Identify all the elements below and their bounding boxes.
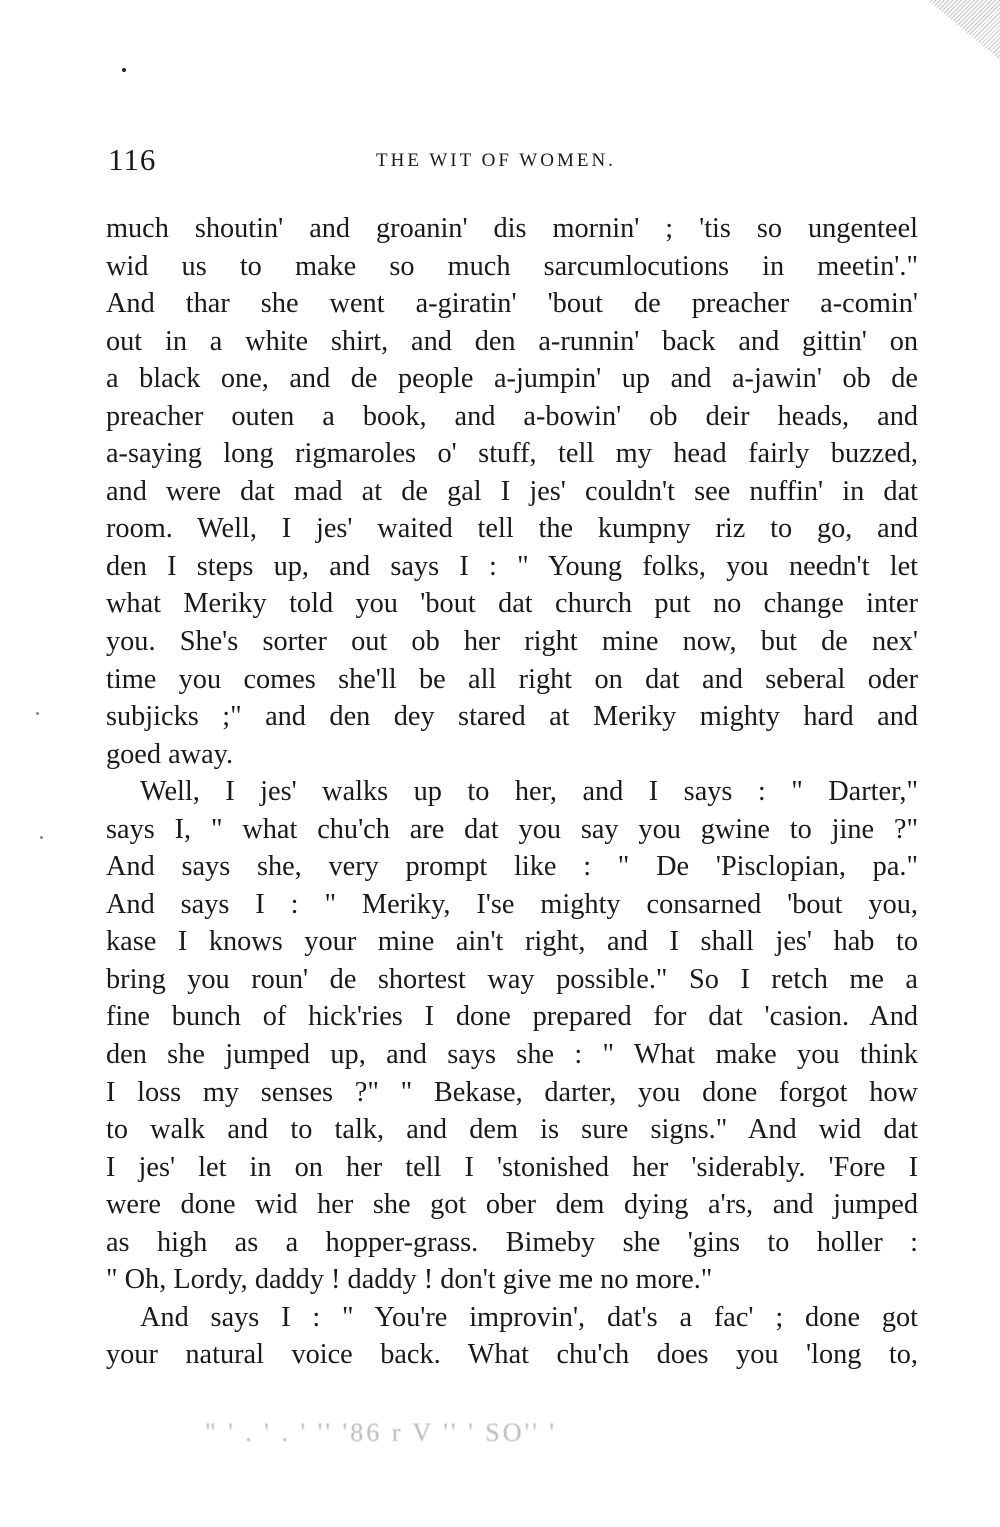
text-line: I jes' let in on her tell I 'stonished her 'siderably. 'Fore I	[106, 1151, 918, 1183]
text-line: were done wid her she got ober dem dying a'rs, and jumped	[106, 1189, 918, 1221]
paragraph-end-line: goed away.	[106, 738, 234, 770]
text-line: a-saying long rigmaroles o' stuff, tell my head fairly buzzed,	[106, 438, 918, 470]
paragraph-end-line: " Oh, Lordy, daddy ! daddy ! don't give me no more."	[106, 1264, 713, 1296]
text-line: kase I knows your mine ain't right, and I shall jes' hab to	[106, 926, 918, 958]
text-line: fine bunch of hick'ries I done prepared for dat 'casion. And	[106, 1001, 918, 1033]
text-line: And says she, very prompt like : " De 'Pisclopian, pa."	[106, 851, 918, 883]
text-line: preacher outen a book, and a-bowin' ob deir heads, and	[106, 400, 918, 432]
ink-speck	[122, 68, 126, 72]
faded-bleed-through-stamp: " ' . ' . ' '' '86 r V '' ' SO'' '	[205, 1418, 558, 1447]
text-line: bring you roun' de shortest way possible." So I retch me a	[106, 963, 918, 995]
text-line: subjicks ;" and den dey stared at Meriky mighty hard and	[106, 701, 918, 733]
ink-speck	[40, 836, 43, 839]
text-line: says I, " what chu'ch are dat you say you gwine to jine ?"	[106, 813, 918, 845]
paragraph-start-line: And says I : " You're improvin', dat's a fac' ; done got	[140, 1301, 918, 1333]
text-line: you. She's sorter out ob her right mine now, but de nex'	[106, 626, 918, 658]
text-line: room. Well, I jes' waited tell the kumpny riz to go, and	[106, 513, 918, 545]
page-header	[108, 142, 918, 182]
page-number: 116	[108, 142, 157, 177]
page-body-text	[106, 210, 918, 1374]
text-line: a black one, and de people a-jumpin' up and a-jawin' ob de	[106, 363, 918, 395]
text-line: what Meriky told you 'bout dat church put no change inter	[106, 588, 918, 620]
text-line: wid us to make so much sarcumlocutions in meetin'."	[106, 250, 918, 282]
scan-corner-artifact	[910, 0, 1000, 60]
running-title: THE WIT OF WOMEN.	[376, 150, 616, 171]
text-line: And thar she went a-giratin' 'bout de preacher a-comin'	[106, 288, 918, 320]
text-line: And says I : " Meriky, I'se mighty consarned 'bout you,	[106, 888, 918, 920]
paragraph-start-line: Well, I jes' walks up to her, and I says : " Darter,"	[140, 776, 918, 808]
text-line: I loss my senses ?" " Bekase, darter, you done forgot how	[106, 1076, 918, 1108]
text-line: to walk and to talk, and dem is sure signs." And wid dat	[106, 1114, 918, 1146]
text-line: and were dat mad at de gal I jes' couldn't see nuffin' in dat	[106, 475, 918, 507]
text-line: den she jumped up, and says she : " What make you think	[106, 1039, 918, 1071]
text-line: out in a white shirt, and den a-runnin' back and gittin' on	[106, 325, 918, 357]
text-line: as high as a hopper-grass. Bimeby she 'gins to holler :	[106, 1226, 918, 1258]
text-line: den I steps up, and says I : " Young folks, you needn't let	[106, 550, 918, 582]
ink-speck	[36, 712, 39, 715]
text-line: time you comes she'll be all right on dat and seberal oder	[106, 663, 918, 695]
text-line: your natural voice back. What chu'ch does you 'long to,	[106, 1339, 918, 1371]
text-line: much shoutin' and groanin' dis mornin' ; 'tis so ungenteel	[106, 213, 918, 244]
